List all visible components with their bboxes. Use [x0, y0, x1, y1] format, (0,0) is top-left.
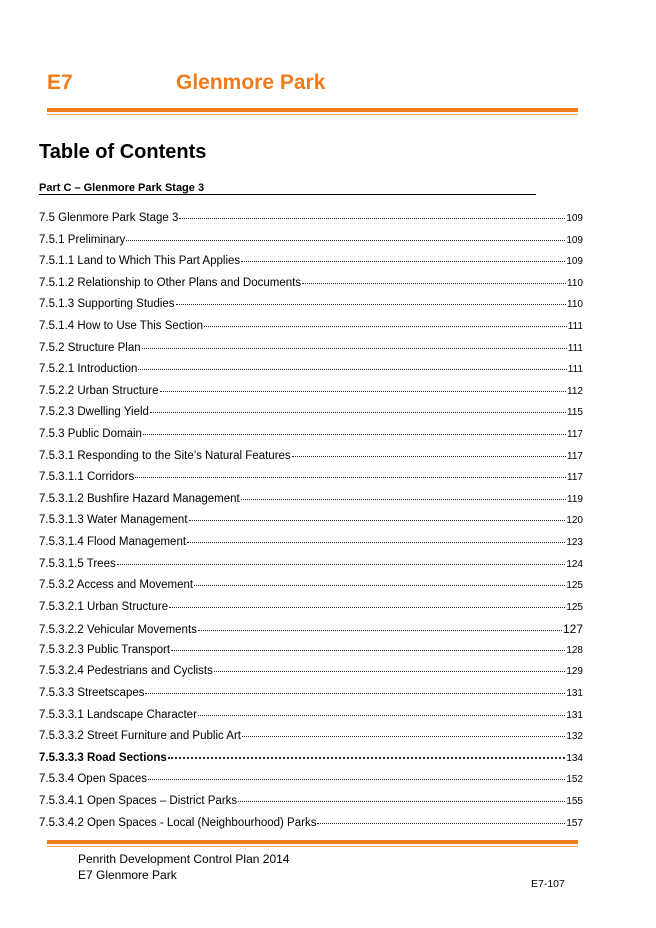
toc-entry[interactable]: [39, 752, 583, 774]
toc-entry-page: 124: [566, 558, 583, 570]
toc-heading: Table of Contents: [39, 141, 207, 163]
toc-entry-page: 119: [567, 493, 583, 505]
dot-leader: [241, 498, 566, 500]
footer-section-name: E7 Glenmore Park: [78, 868, 177, 882]
dot-leader: [169, 606, 565, 608]
header-rule: [47, 108, 578, 115]
toc-entry[interactable]: [39, 644, 583, 666]
toc-entry-page: 112: [567, 385, 583, 397]
dot-leader: [179, 217, 565, 219]
toc-entry-label: 7.5.3.4.2 Open Spaces - Local (Neighbourhood) Parks: [39, 816, 317, 829]
toc-entry-page: 157: [566, 817, 583, 829]
toc-entry-label: 7.5.3.4 Open Spaces: [39, 773, 148, 786]
dot-leader: [138, 368, 566, 370]
dot-leader: [145, 692, 565, 694]
toc-entry[interactable]: [39, 406, 583, 428]
toc-entry[interactable]: [39, 212, 583, 234]
footer-plan-name: Penrith Development Control Plan 2014: [78, 852, 290, 866]
toc-entry-label: 7.5.3.1.4 Flood Management: [39, 535, 187, 548]
toc-entry-page: 120: [566, 515, 583, 527]
dot-leader: [142, 347, 567, 349]
toc-entry[interactable]: [39, 342, 583, 364]
toc-entry[interactable]: [39, 428, 583, 450]
toc-entry-page: 132: [566, 731, 583, 743]
toc-entry-page: 111: [567, 320, 583, 332]
toc-entry-page: 127: [562, 622, 583, 637]
toc-entry-label: 7.5.3.1 Responding to the Site’s Natural Features: [39, 449, 291, 462]
toc-entry-page: 128: [566, 644, 583, 656]
toc-entry-page: 111: [567, 342, 583, 354]
dot-leader: [241, 260, 565, 262]
toc-entry-page: 109: [566, 234, 583, 246]
toc-entry-label: 7.5.1 Preliminary: [39, 233, 126, 246]
toc-entry[interactable]: [39, 709, 583, 731]
dot-leader: [302, 282, 566, 284]
toc-entry-label: 7.5.3 Public Domain: [39, 427, 142, 440]
toc-entry-label: 7.5.3.2 Access and Movement: [39, 579, 194, 592]
dot-leader: [148, 778, 565, 780]
toc-entry-label: 7.5.3.1.5 Trees: [39, 557, 116, 570]
dot-leader: [238, 800, 565, 802]
toc-entry-page: 134: [566, 752, 583, 764]
dot-leader: [198, 714, 565, 716]
toc-entry-page: 111: [567, 364, 583, 376]
toc-entry[interactable]: [39, 558, 583, 580]
dot-leader: [242, 735, 565, 737]
dot-leader: [117, 563, 566, 565]
toc-entry[interactable]: [39, 471, 583, 493]
toc-entry-label: 7.5.2.3 Dwelling Yield: [39, 406, 149, 419]
footer-rule: [47, 840, 578, 847]
section-title: Glenmore Park: [176, 71, 326, 94]
toc-entry-page: 125: [566, 601, 583, 613]
toc-entry-label: 7.5.1.2 Relationship to Other Plans and Documents: [39, 276, 302, 289]
section-code: E7: [47, 71, 73, 94]
toc-entry-page: 109: [566, 213, 583, 224]
toc-entry-page: 110: [567, 299, 583, 311]
toc-entry-label: 7.5.3.1.2 Bushfire Hazard Management: [39, 492, 240, 505]
dot-leader: [214, 670, 565, 672]
toc-entry-page: 155: [566, 796, 583, 808]
dot-leader: [187, 541, 565, 543]
dot-leader: [194, 584, 565, 586]
toc-list: [39, 212, 583, 838]
toc-entry-page: 125: [566, 580, 583, 592]
toc-entry-label: 7.5.3.4.1 Open Spaces – District Parks: [39, 795, 238, 808]
toc-entry-label: 7.5.3.3.3 Road Sections: [39, 751, 167, 764]
toc-entry-label: 7.5.3.2.1 Urban Structure: [39, 600, 169, 613]
dot-leader: [171, 649, 565, 651]
toc-entry[interactable]: [39, 817, 583, 839]
toc-entry[interactable]: [39, 795, 583, 817]
toc-entry-page: 117: [567, 428, 583, 440]
toc-entry-label: 7.5.3.2.4 Pedestrians and Cyclists: [39, 665, 213, 678]
dot-leader: [168, 756, 565, 759]
toc-entry-page: 123: [566, 536, 583, 548]
dot-leader: [150, 411, 566, 413]
toc-entry[interactable]: [39, 730, 583, 752]
toc-entry[interactable]: [39, 450, 583, 472]
toc-entry-label: 7.5.1.4 How to Use This Section: [39, 319, 204, 332]
toc-entry-label: 7.5.3.1.1 Corridors: [39, 471, 135, 484]
dot-leader: [204, 325, 567, 327]
toc-entry[interactable]: [39, 277, 583, 299]
dot-leader: [143, 433, 566, 435]
page-number: E7-107: [531, 878, 565, 890]
dot-leader: [189, 519, 566, 521]
toc-entry[interactable]: [39, 773, 583, 795]
dot-leader: [176, 303, 567, 305]
part-label: Part C – Glenmore Park Stage 3: [39, 182, 205, 194]
part-heading: [39, 178, 536, 195]
toc-entry-page: 109: [566, 256, 583, 268]
toc-entry-page: 129: [566, 666, 583, 678]
toc-entry-label: 7.5.3.3.1 Landscape Character: [39, 708, 197, 721]
toc-entry-label: 7.5.3.2.2 Vehicular Movements: [39, 624, 197, 637]
toc-entry[interactable]: [39, 298, 583, 320]
toc-entry-label: 7.5.2.2 Urban Structure: [39, 384, 159, 397]
dot-leader: [317, 822, 565, 824]
toc-entry[interactable]: [39, 579, 583, 601]
dot-leader: [292, 455, 566, 457]
toc-entry-label: 7.5.2.1 Introduction: [39, 363, 138, 376]
toc-entry-page: 115: [567, 407, 583, 419]
toc-entry-label: 7.5.2 Structure Plan: [39, 341, 141, 354]
toc-entry-label: 7.5.3.1.3 Water Management: [39, 514, 188, 527]
dot-leader: [198, 629, 562, 631]
toc-entry-label: 7.5.1.3 Supporting Studies: [39, 298, 175, 311]
toc-entry[interactable]: [39, 514, 583, 536]
toc-entry[interactable]: [39, 363, 583, 385]
toc-entry[interactable]: [39, 493, 583, 515]
toc-entry-label: 7.5 Glenmore Park Stage 3: [39, 212, 179, 224]
toc-entry-page: 152: [566, 774, 583, 786]
toc-entry-label: 7.5.3.3.2 Street Furniture and Public Art: [39, 730, 242, 743]
toc-entry[interactable]: [39, 234, 583, 256]
toc-entry[interactable]: [39, 665, 583, 687]
dot-leader: [135, 476, 566, 478]
toc-entry[interactable]: [39, 622, 583, 644]
toc-entry[interactable]: [39, 536, 583, 558]
toc-entry[interactable]: [39, 687, 583, 709]
dot-leader: [126, 239, 565, 241]
toc-entry-page: 131: [566, 709, 583, 721]
toc-entry-page: 110: [567, 277, 583, 289]
toc-entry-page: 131: [566, 688, 583, 700]
toc-entry-label: 7.5.3.3 Streetscapes: [39, 687, 145, 700]
toc-entry-label: 7.5.3.2.3 Public Transport: [39, 643, 171, 656]
toc-entry-page: 117: [567, 472, 583, 484]
toc-entry[interactable]: [39, 255, 583, 277]
toc-entry[interactable]: [39, 601, 583, 623]
dot-leader: [160, 390, 567, 392]
toc-entry[interactable]: [39, 320, 583, 342]
toc-entry-page: 117: [567, 450, 583, 462]
toc-entry[interactable]: [39, 385, 583, 407]
toc-entry-label: 7.5.1.1 Land to Which This Part Applies: [39, 255, 241, 268]
